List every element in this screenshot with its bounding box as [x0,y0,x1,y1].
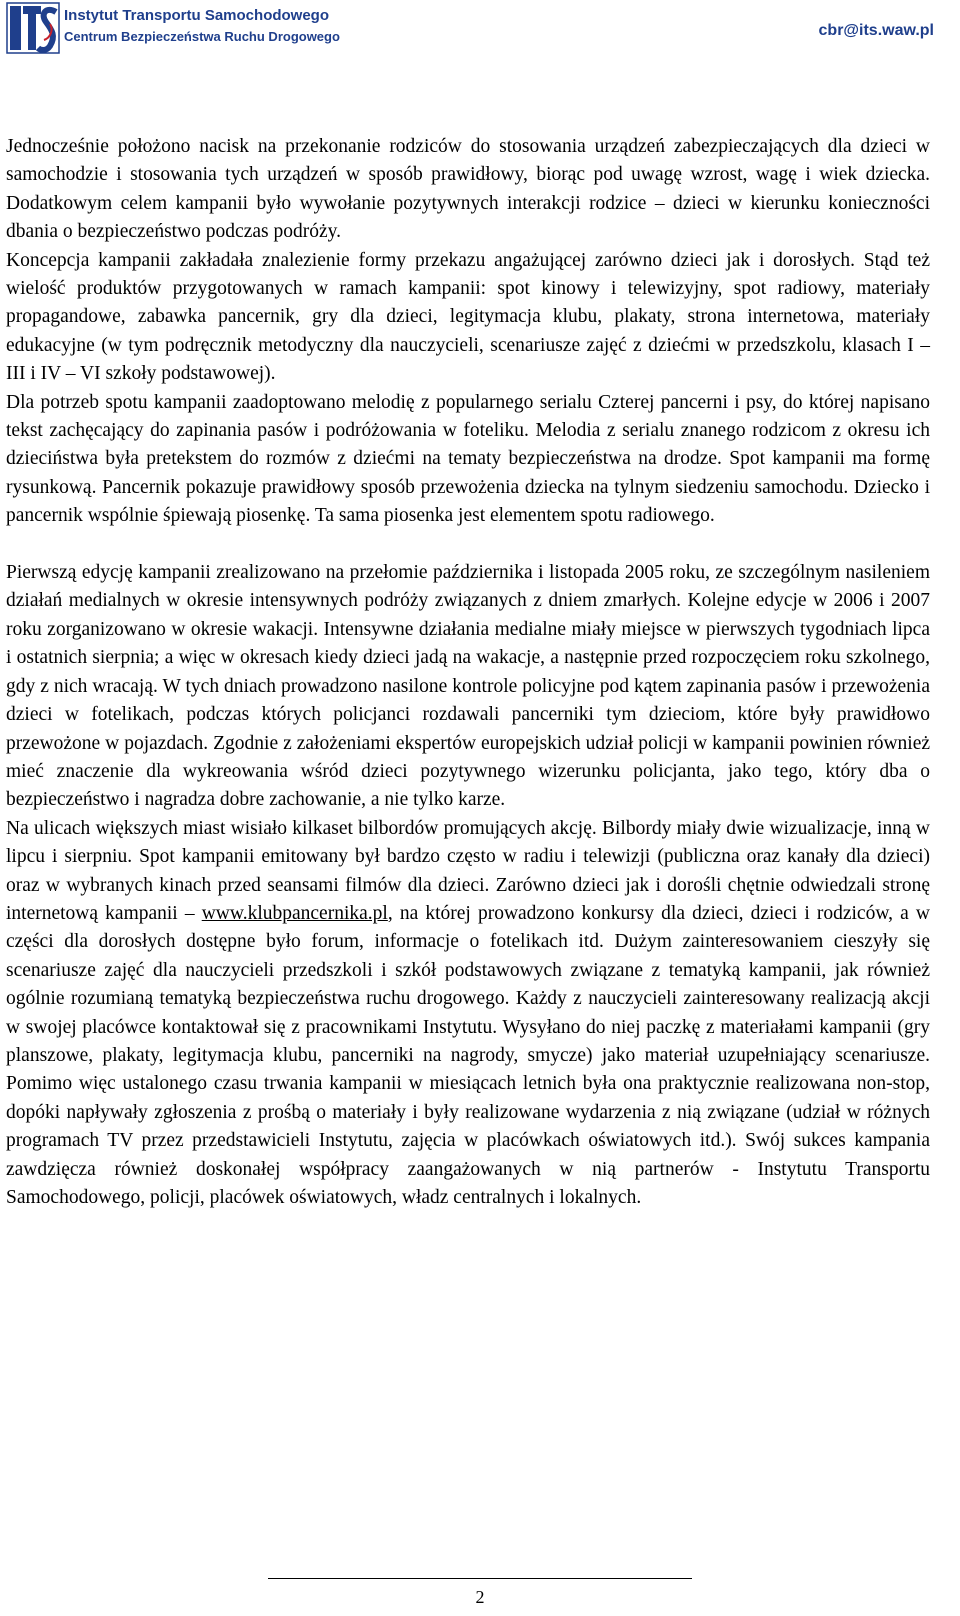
its-logo-icon [6,2,60,54]
document-body [6,133,930,1212]
website-link[interactable]: www.klubpancernika.pl [201,902,388,924]
page-number: 2 [475,1587,485,1607]
page-header [0,0,960,58]
paragraph-with-link [6,815,930,1213]
center-name: Centrum Bezpieczeństwa Ruchu Drogowego [64,29,340,44]
paragraph: Pierwszą edycję kampanii zrealizowano na przełomie października i listopada 2005 roku, ze szczególnym nasileniem działań medialnych w okresie intensywnych podróży związanych z dniem zmarłych. Kolejne edycje w 2006 i 2007 roku zorganizowano w okresie wakacji. Intensywne działania medialne miały miejsce w pierwszych tygodniach lipca i ostatnich sierpnia; a więc w okresach kiedy dzieci jadą na wakacje, a następnie przed rozpoczęciem roku szkolnego, gdy z nich wracają. W tych dniach prowadzono nasilone kontrole policyjne pod kątem zapinania pasów i przewożenia dzieci w fotelikach, podczas których policjanci rozdawali pancerniki tym dzieciom, które były prawidłowo przewożone w pojazdach. Zgodnie z założeniami ekspertów europejskich udział policji w kampanii powinien również mieć znaczenie dla wykreowania wśród dzieci pozytywnego wizerunku policjanta, jako tego, który dba o bezpieczeństwo i nagradza dobre zachowanie, a nie tylko karze. [6,562,930,811]
paragraph: Koncepcja kampanii zakładała znalezienie formy przekazu angażującej zarówno dzieci jak i dorosłych. Stąd też wielość produktów przygotowanych w ramach kampanii: spot kinowy i telewizyjny, spot radiowy, materiały propagandowe, zabawka pancernik, gry dla dzieci, legitymacja klubu, plakaty, strona internetowa, materiały edukacyjne (w tym podręcznik metodyczny dla nauczycieli, scenariusze zajęć z dziećmi w przedszkolu, klasach I – III i IV – VI szkoły podstawowej). [6,249,930,385]
paragraph: Jednocześnie położono nacisk na przekonanie rodziców do stosowania urządzeń zabezpieczających dla dzieci w samochodzie i stosowania tych urządzeń w sposób prawidłowy, biorąc pod uwagę wzrost, wagę i wiek dziecka. Dodatkowym celem kampanii było wywołanie pozytywnych interakcji rodzice – dzieci w kierunku konieczności dbania o bezpieczeństwo podczas podróży. [6,136,930,243]
paragraph-text: , na której prowadzono konkursy dla dzieci, dzieci i rodziców, a w części dla dorosłych dostępne było forum, informacje o fotelikach itd. Dużym zainteresowaniem cieszyły się scenariusze zajęć dla nauczycieli przedszkoli i szkół podstawowych związane z tematyką kampanii, jak również ogólnie rozumianą tematyką bezpieczeństwa ruchu drogowego. Każdy z nauczycieli zainteresowany realizacją akcji w swojej placówce kontaktował się z pracownikami Instytutu. Wysyłano do niej paczkę z materiałami kampanii (gry planszowe, plakaty, legitymacja klubu, pancerniki na nagrody, smycze) jako materiał uzupełniający scenariusze. Pomimo więc ustalonego czasu trwania kampanii w miesiącach letnich była ona praktycznie realizowana non-stop, dopóki napływały zgłoszenia z prośbą o materiały i były realizowane wydarzenia z nią związane (udział w różnych programach TV przez przedstawicieli Instytutu, zajęcia w placówkach oświatowych itd.). Swój sukces kampania zawdzięcza również doskonałej współpracy zaangażowanych w nią partnerów - Instytutu Transportu Samochodowego, policji, placówek oświatowych, władz centralnych i lokalnych. [6,902,930,1209]
institute-name: Instytut Transportu Samochodowego [64,7,330,24]
contact-email-link[interactable]: cbr@its.waw.pl [818,22,934,39]
paragraph-text: Na ulicach większych miast wisiało kilkaset bilbordów promujących akcję. Bilbordy miały dwie wizualizacje, inną w lipcu i sierpniu. Spot kampanii emitowany był bardzo często w radiu i telewizji (publiczna oraz kanały dla dzieci) oraz w wybranych kinach przed seansami filmów dla dzieci. Zarówno dzieci jak i dorośli chętnie odwiedzali stronę internetową kampanii – [6,817,930,924]
footer-divider [268,1578,692,1579]
paragraph: Dla potrzeb spotu kampanii zaadoptowano melodię z popularnego serialu Czterej pancerni i psy, do której napisano tekst zachęcający do zapinania pasów i podróżowania w foteliku. Melodia z serialu znanego rodzicom z okresu ich dzieciństwa była pretekstem do rozmów z dziećmi na tematy bezpieczeństwa na drodze. Spot kampanii ma formę rysunkową. Pancernik pokazuje prawidłowy sposób przewożenia dziecka na tylnym siedzeniu samochodu. Dziecko i pancernik wspólnie śpiewają piosenkę. Ta sama piosenka jest elementem spotu radiowego. [6,391,930,527]
